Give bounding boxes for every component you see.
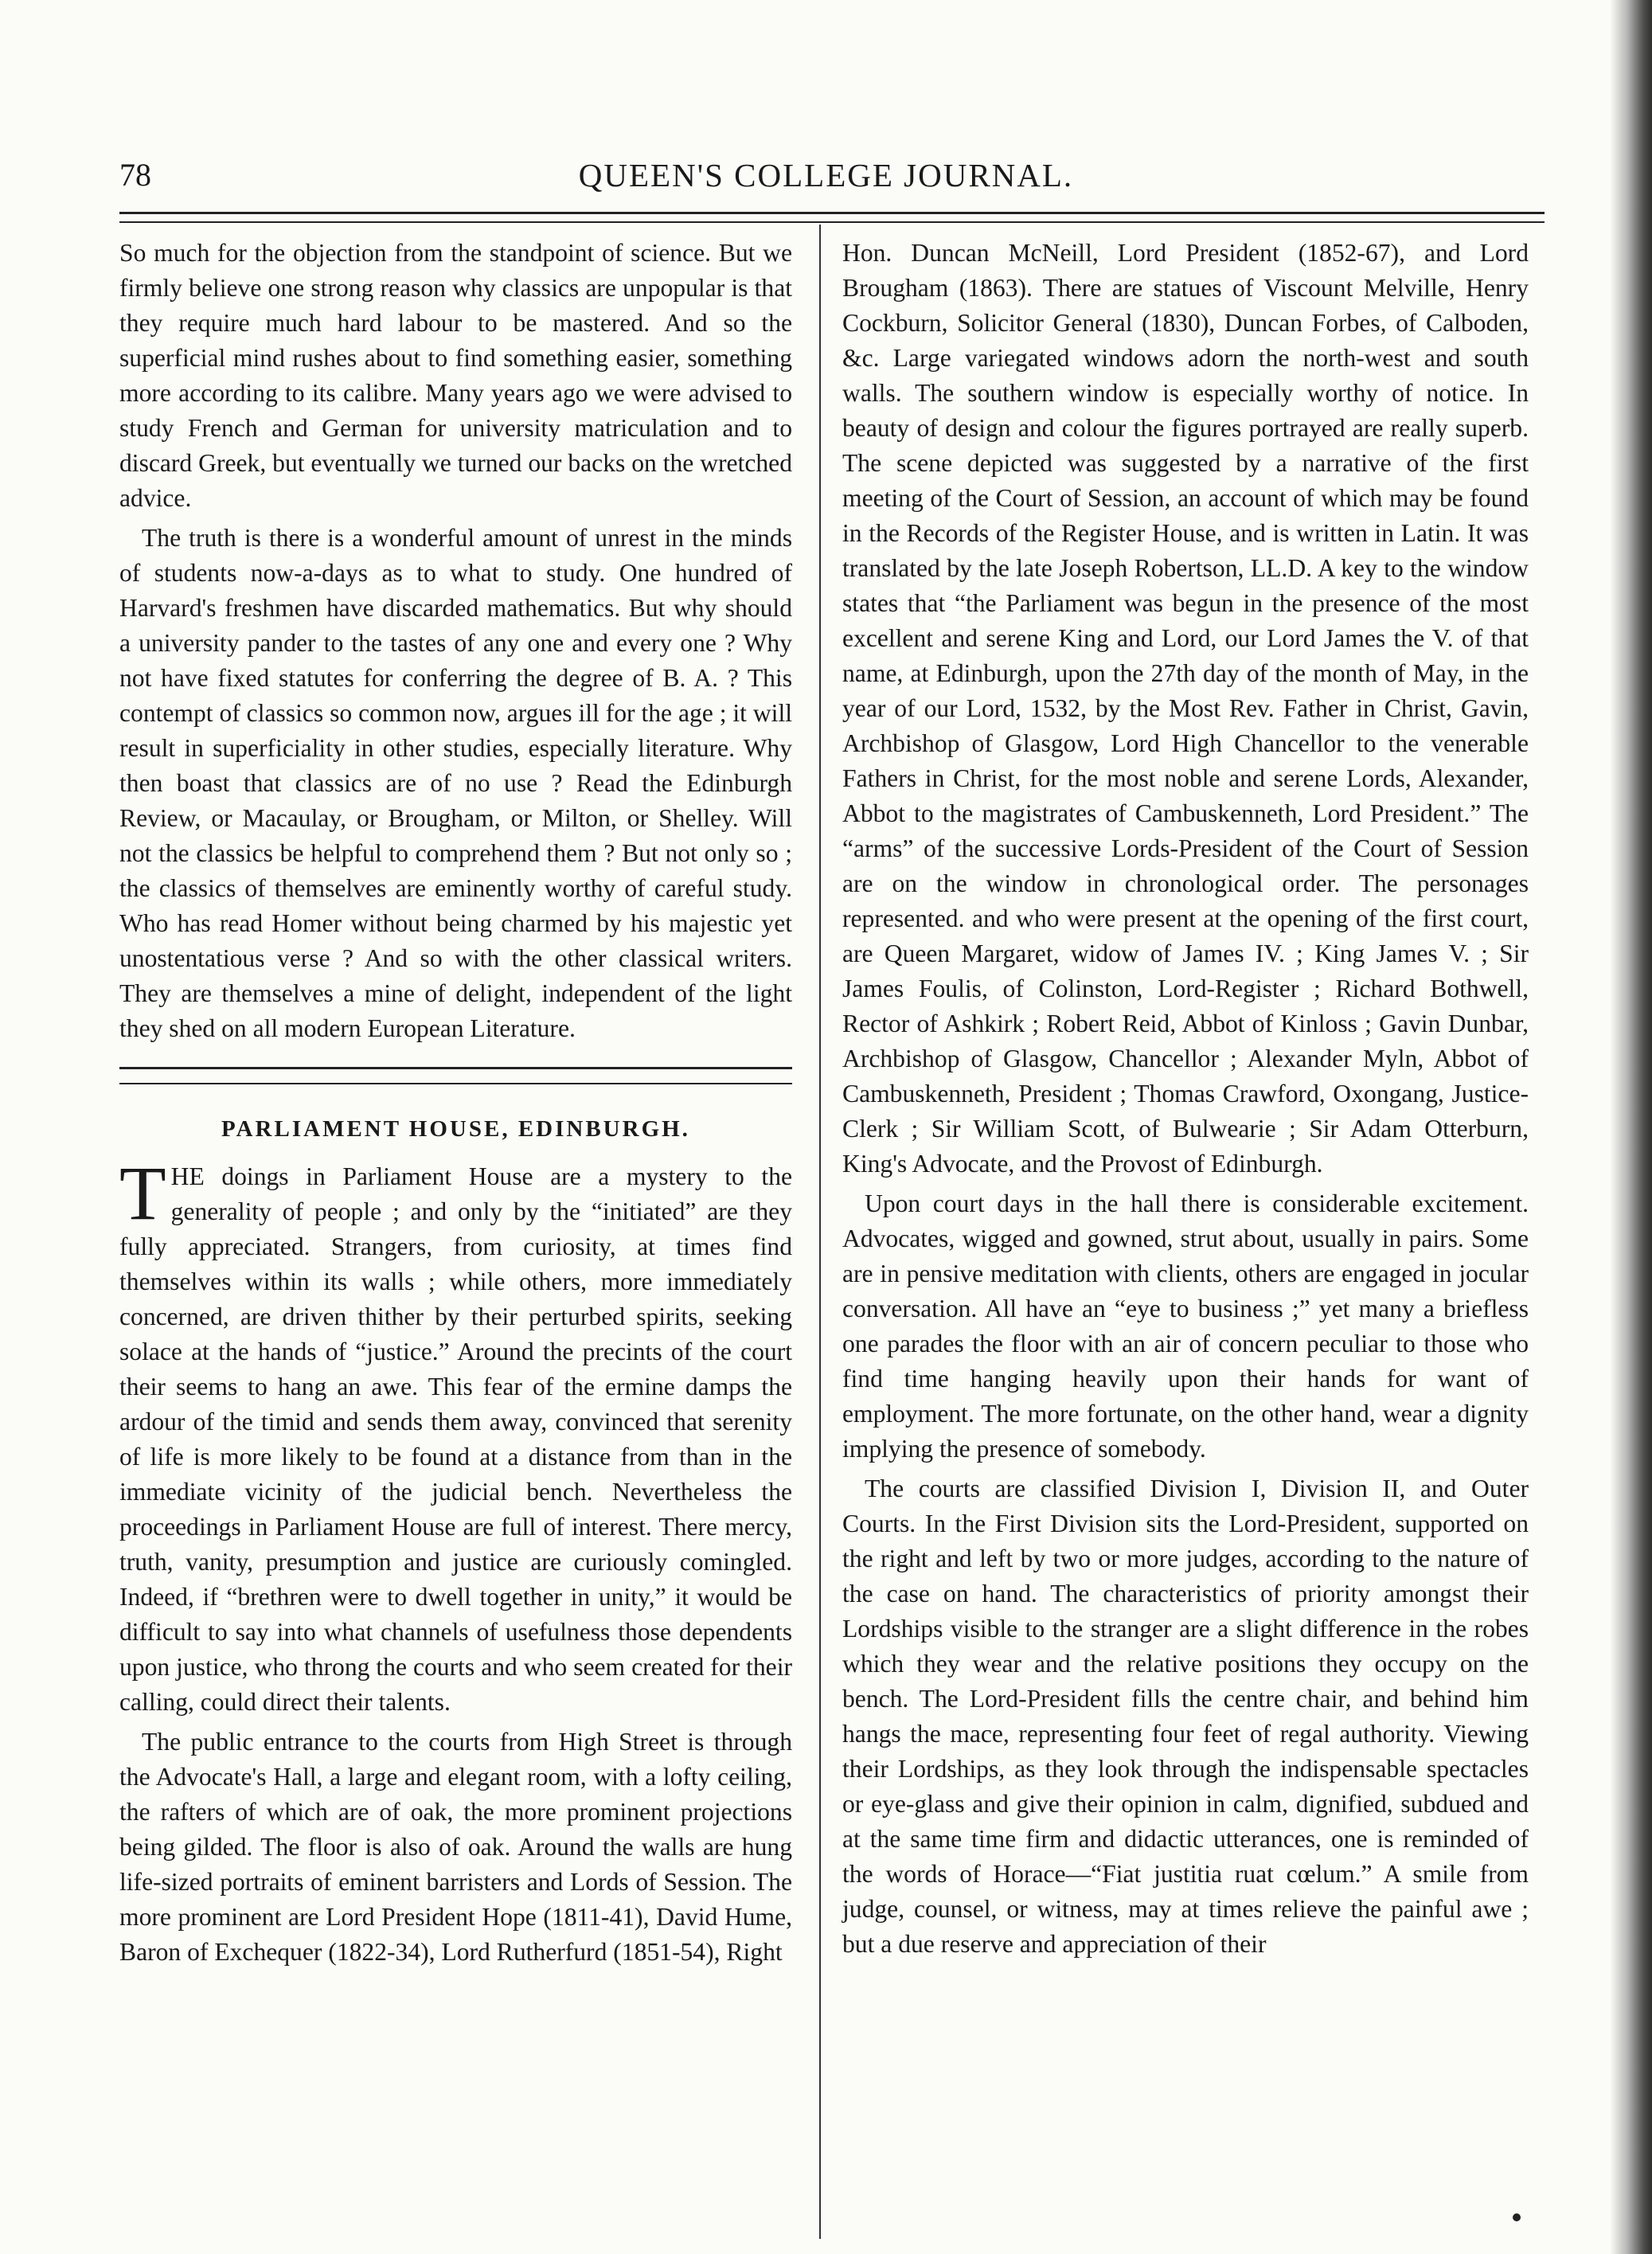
article-title: PARLIAMENT HOUSE, EDINBURGH.	[221, 1116, 690, 1142]
paragraph-parliament-1-text: HE doings in Parliament House are a mystery to the generality of people ; and only by the “initiated” are they fully appreciated. Strangers, from curiosity, at times find themselves within its walls ; while others, more immediately concerned, are driven thither by their perturbed spirits, seeking solace at the hands of “justice.” Around the precints of the court their seems to hang an awe. This fear of the ermine damps the ardour of the timid and sends them away, convinced that serenity of life is more likely to be found at a distance from than in the immediate vicinity of the judicial bench. Nevertheless the proceedings in Parliament House are full of interest. There mercy, truth, vanity, presumption and justice are curiously comingled. Indeed, if “brethren were to dwell together in unity,” it would be difficult to say into what channels of usefulness those dependents upon justice, who throng the courts and who seem created for their calling, could direct their talents.	[119, 1162, 792, 1716]
paragraph-parliament-1	[119, 1150, 792, 1720]
scan-edge-shadow	[1610, 0, 1652, 2254]
header-double-rule	[119, 212, 1545, 223]
paragraph-parliament-2: The public entrance to the courts from High Street is through the Advocate's Hall, a large and elegant room, with a lofty ceiling, the rafters of which are of oak, the more prominent projections being gilded. The floor is also of oak. Around the walls are hung life-sized portraits of eminent barristers and Lords of Session. The more prominent are Lord President Hope (1811-41), David Hume, Baron of Exchequer (1822-34), Lord Rutherfurd (1851-54), Right	[119, 1728, 792, 1966]
left-column	[119, 236, 792, 1970]
section-double-rule	[119, 1067, 792, 1084]
column-divider	[819, 225, 821, 2239]
drop-cap: T	[119, 1150, 166, 1236]
right-column	[842, 236, 1529, 1962]
page-number: 78	[119, 157, 151, 193]
paragraph-parliament-4: Upon court days in the hall there is considerable excitement. Advocates, wigged and gowned, strut about, usually in pairs. Some are in pensive meditation with clients, others are engaged in jocular conversation. All have an “eye to business ;” yet many a briefless one parades the floor with an air of concern peculiar to those who find time hanging heavily upon their hands for want of employment. The more fortunate, on the other hand, wear a dignity implying the presence of somebody.	[842, 1190, 1529, 1463]
running-head-title: QUEEN'S COLLEGE JOURNAL.	[578, 157, 1074, 193]
paragraph-classics-1: So much for the objection from the standpoint of science. But we firmly believe one strong reason why classics are unpopular is that they require much hard labour to be mastered. And so the superficial mind rushes about to find something easier, something more according to its calibre. Many years ago we were advised to study French and German for university matriculation and to discard Greek, but eventually we turned our backs on the wretched advice.	[119, 239, 792, 512]
scan-speck	[1513, 2213, 1521, 2221]
paragraph-classics-2: The truth is there is a wonderful amount of unrest in the minds of students now-a-days as to what to study. One hundred of Harvard's freshmen have discarded mathematics. But why should a university pander to the tastes of any one and every one ? Why not have fixed statutes for conferring the degree of B. A. ? This contempt of classics so common now, argues ill for the age ; it will result in superficiality in other studies, especially literature. Why then boast that classics are of no use ? Read the Edinburgh Review, or Macaulay, or Brougham, or Milton, or Shelley. Will not the classics be helpful to comprehend them ? But not only so ; the classics of themselves are eminently worthy of careful study. Who has read Homer without being charmed by his majestic yet unostentatious verse ? And so with the other classical writers. They are themselves a mine of delight, independent of the light they shed on all modern European Literature.	[119, 524, 792, 1042]
paragraph-parliament-5: The courts are classified Division I, Division II, and Outer Courts. In the First Division sits the Lord-President, supported on the right and left by two or more judges, according to the nature of the case on hand. The characteristics of priority amongst their Lordships visible to the stranger are a slight difference in the robes which they wear and the relative positions they occupy on the bench. The Lord-President fills the centre chair, and behind him hangs the mace, representing four feet of regal authority. Viewing their Lordships, as they look through the indispensable spectacles or eye-glass and give their opinion in calm, dignified, subdued and at the same time firm and didactic utterances, one is reminded of the words of Horace—“Fiat justitia ruat cœlum.” A smile from judge, counsel, or witness, may at times relieve the painful awe ; but a due reserve and appreciation of their	[842, 1475, 1529, 1958]
paragraph-parliament-3: Hon. Duncan McNeill, Lord President (1852-67), and Lord Brougham (1863). There are statues of Viscount Melville, Henry Cockburn, Solicitor General (1830), Duncan Forbes, of Calboden, &c. Large variegated windows adorn the north-west and south walls. The southern window is especially worthy of notice. In beauty of design and colour the figures portrayed are really superb. The scene depicted was suggested by a narrative of the first meeting of the Court of Session, an account of which may be found in the Records of the Register House, and is written in Latin. It was translated by the late Joseph Robertson, LL.D. A key to the window states that “the Parliament was begun in the presence of the most excellent and serene King and Lord, our Lord James the V. of that name, at Edinburgh, upon the 27th day of the month of May, in the year of our Lord, 1532, by the Most Rev. Father in Christ, Gavin, Archbishop of Glasgow, Lord High Chancellor to the venerable Fathers in Christ, for the most noble and serene Lords, Alexander, Abbot to the magistrates of Cambuskenneth, Lord President.” The “arms” of the successive Lords-President of the Court of Session are on the window in chronological order. The personages represented. and who were present at the opening of the first court, are Queen Margaret, widow of James IV. ; King James V. ; Sir James Foulis, of Colinston, Lord-Register ; Richard Bothwell, Rector of Ashkirk ; Robert Reid, Abbot of Kinloss ; Gavin Dunbar, Archbishop of Glasgow, Chancellor ; Alexander Myln, Abbot of Cambuskenneth, President ; Thomas Crawford, Oxongang, Justice-Clerk ; Sir William Scott, of Bulwearie ; Sir Adam Otterburn, King's Advocate, and the Provost of Edinburgh.	[842, 239, 1529, 1178]
